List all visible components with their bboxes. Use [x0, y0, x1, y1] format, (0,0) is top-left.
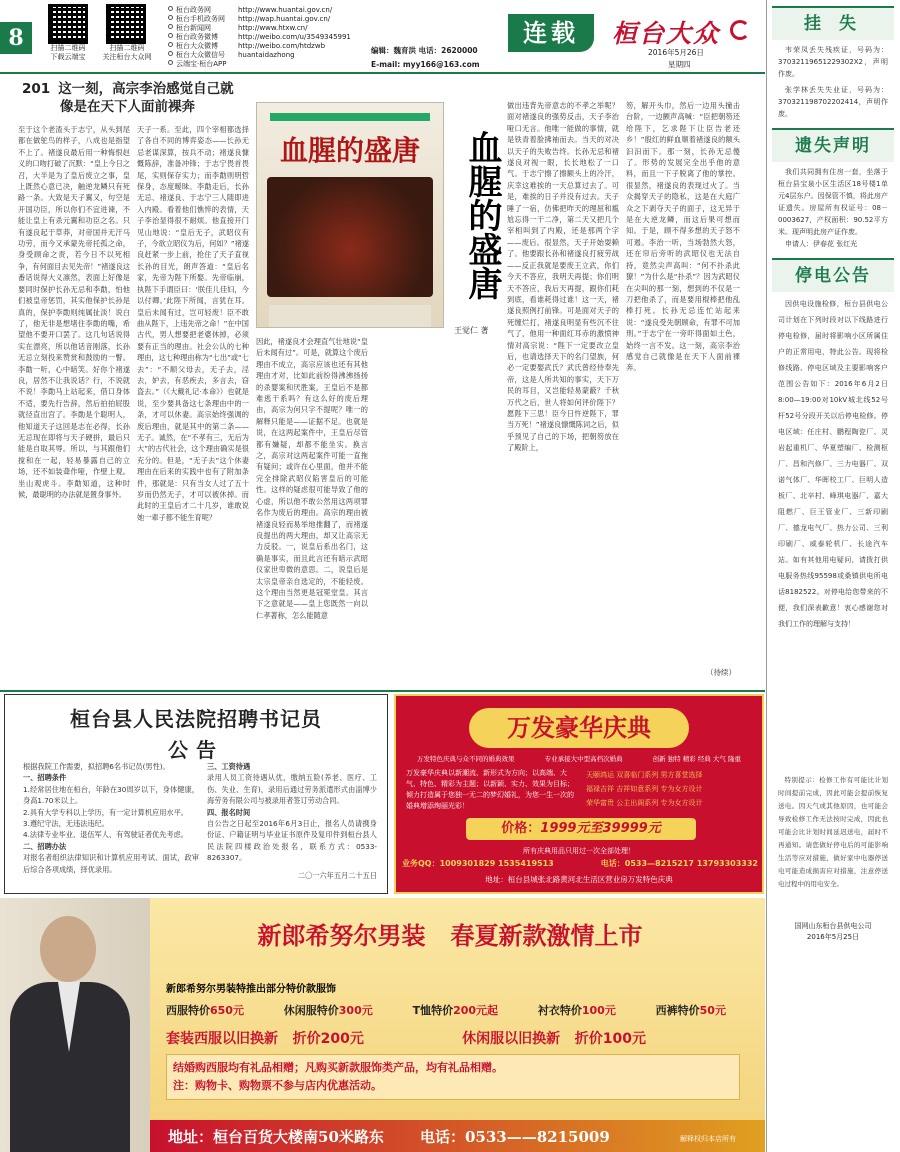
wedding-price-label: 价格：: [501, 821, 541, 836]
link-url[interactable]: http://www.htxw.cn/: [238, 24, 308, 32]
power-header: [772, 258, 894, 292]
serial-column-3: 因此，褚遂良才会理直气壮地说“皇后未闻有过”。可是，就算这个废后理由不成立，高宗应该也还有其他理由才对，比如此前纷得沸沸扬扬的杀婴案和厌胜案，王皇后不是都难逃干系吗？有这么好的废后理由，高宗为何只字不提呢？唯一的解释只能是——证据不足。也就是说，在这两起案件中，王皇后尽管都有嫌疑，却都不能坐实。换言之，高宗对这两起案件可能一直拖有疑问；或许在心里面，他并不能完全排除武昭仪陷害皇后的可能性。这样的疑虑很可能导致了他的心虚，所以他不敢公然用这两项罪名作为废后的理由。高宗的理由被褚遂良轻而易举地推翻了，而褚遂良提出的两大理由，却又让高宗无力反驳。一，说皇后系出名门，这确是事实，而且此言还有暗示武昭仪家世卑微的意思。二，说皇后是太宗皇帝亲自选定的，不能轻废。这个理由当然更是冠冕堂皇。其言下之意就是——皇上您既然一向以仁孝著称，怎么能随意: [256, 337, 368, 620]
wedding-desc: 万发豪华庆典以新潮流、新形式为方向；以高端、大气、特色、精彩为主题；以新颖、实力、效果为目标；倾力打造属于您独一无二的梦幻婚礼，为您一生一次的婚典增添绚丽光彩！: [406, 769, 574, 810]
bullet-icon: [168, 33, 173, 38]
suit-notice-2: 注：购物卡、购物票不参与店内优惠活动。: [173, 1079, 382, 1092]
serial-column-3b: [375, 336, 493, 684]
lost-item: 韦荣凤丢失残疾证，号码为：37032119651229302X2，声明作废。: [778, 46, 888, 78]
suit-address: 地址：桓台百货大楼南50米路东: [168, 1128, 384, 1146]
paper-name: 桓台大众: [612, 19, 721, 48]
court-sec2-text: 对报名者组织法律知识和计算机应用考试、面试，政审后综合各项成绩，择优录用。: [23, 853, 199, 874]
suit-price-item: 休闲服特价300元: [283, 1004, 373, 1017]
link-label: 桓台大众微博: [176, 42, 218, 50]
wedding-title: 万发豪华庆典: [469, 708, 689, 748]
link-url[interactable]: http://wap.huantai.gov.cn/: [238, 15, 331, 23]
court-notice-subtitle: 公告: [168, 738, 224, 762]
suit-price-list: [166, 1002, 726, 1018]
chapter-heading-2: 像是在天下人面前裸奔: [60, 99, 195, 115]
sidebar: [772, 6, 894, 942]
suit-notice-1: 结婚购西服均有礼品相赠；凡购买新款服饰类产品，均有礼品相赠。: [173, 1061, 503, 1074]
bullet-icon: [168, 24, 173, 29]
cover-banner: [270, 113, 430, 121]
qr-caption-1: 扫描二维码 下载云端宝: [50, 44, 86, 61]
serial-column-2: 天子一系。至此，四个宰相都选择了各自不同的博弈姿态——长孙无忌老谋深算，按兵不动；褚遂良慷慨陈辞，准备冲锋；于志宁畏首畏尾，实则保存实力；而李勣则明哲保身，态度暧昧。李勣走后，长孙无忌、褚遂良、于志宁三人随即进入内殿。看着他们憔悴的表情，天子李治显得很不耐烦。他直接开门见山地说：“皇后无子，武昭仪有子，今欲立昭仪为后，何如？”褚遂良赶紧一步上前，抢住了天子直视长孙的目光，朗声答道：“皇后名家，先帝为陛下所娶。先帝临崩，执陛下手谓臣曰：‘朕佳儿佳妇，今以付卿。’此陛下所闻，言犹在耳。皇后未闻有过，岂可轻废！臣不敢曲从陛下，上违先帝之命！”在中国古代，男人想要把老婆休掉，必须要有正当的理由。社会公认的七种理由，这七种理由称为“七出”或“七去”：“不顺父母去，无子去，淫去，妒去，有恶疾去，多言去，窃盗去。”（《大戴礼记·本命》）也就是说，至少要具备这七条理由中的一条，才可以休妻。高宗始终强调的废后理由，就是其中的第二条——无子。诚然，在“不孝有三，无后为大”的古代社会，这个理由确实是很充分的。但是，“无子去”这个休妻理由在后来的实践中也有了附加条件，那就是：只有当女人过了五十岁而仍然无子，才可以被休掉。而此时的王皇后才二十几岁，谁敢说她一辈子都不能生育呢？: [137, 125, 249, 522]
suit-price-item: 西裤特价50元: [655, 1004, 726, 1017]
court-sec4-title: 四、报名时间: [207, 807, 251, 817]
suit-phone: 电话：0533——8215009: [420, 1128, 610, 1146]
serial-column-4: 做出违背先帝意志的不孝之举呢？面对褚遂良的强势反击，天子李治哑口无言。他唯一能做的事情，就是铁青着脸拂袖而去。当天的对决以天子的失败告终。长孙无忌和褚遂良对视一眼，长长地松了一口气。于志宁擦了擦额头上的冷汗，庆幸这难挨的一天总算过去了。可是，难挨的日子并没有过去。天子睡了一宿，仿佛把昨天的理屈和尴尬忘得一干二净，第二天又把几个宰相叫到了内殿，还是那两个字——废后。很显然，天子开始耍赖了。他要跟长孙和褚遂良打疲劳战——反正我就是要废王立武，你们今天不答应，我明天再提；你们明天不答应，我后天再提，跟你们耗到底，看谁耗得过谁！这一天，褚遂良照例打前锋。可是面对天子的死缠烂打，褚遂良明显有些沉不住气了，他用一种面红耳赤的激愤神情对高宗说：“陛下一定要改立皇后，也请选择天下的名门望族，何必一定要娶武氏？武氏曾经侍奉先帝，这是人所共知的事实，天下万民的耳目，又岂能轻易蒙蔽？千秋万代之后，世人将如何评价陛下？愿陛下三思！臣今日忤逆陛下，罪当万死！”褚遂良慷慨陈词之后，似乎预见了自己的下场，把朝笏放在了殿阶上，: [507, 101, 619, 453]
link-label: 桓台新闻网: [176, 24, 211, 32]
link-label: 桓台政务网: [176, 6, 211, 14]
qr-code-weixin: [102, 4, 158, 62]
power-signer: 国网山东桓台县供电公司: [794, 922, 872, 930]
court-sec1-item: 2.具有大学专科以上学历，有一定计算机应用水平。: [23, 807, 188, 817]
issue-weekday: 星期四: [668, 60, 691, 69]
suit-trade-in-2: 休闲服以旧换新 折价100元: [462, 1031, 646, 1047]
wedding-qq: 业务QQ：1009301829 1535419513: [402, 859, 554, 868]
cover-illustration: [267, 177, 433, 297]
qr-code-icon: [106, 4, 146, 44]
estate-text: 我们共同拥有住房一套，坐落于桓台县宝泉小区生活区18号楼1单元4层东户。因保管不慎，将此房产证遗失。房屋所有权证号：08－0003627，产权面积：90.52平方米。现声明此房产证作废。: [778, 168, 888, 236]
wedding-ad: [394, 694, 764, 894]
to-be-continued: （待续）: [706, 668, 736, 677]
court-sec1-item: 1.经常居住地在桓台，年龄在30周岁以下，身体健康，身高1.70米以上。: [23, 784, 199, 806]
bullet-icon: [168, 51, 173, 56]
model-head: [40, 916, 96, 982]
bullet-icon: [168, 6, 173, 11]
suit-trade-in: [166, 1028, 646, 1048]
court-intro: 根据我院工作需要，拟招聘6名书记员(男性)。: [23, 762, 170, 771]
suit-price-item: 西服特价650元: [166, 1004, 244, 1017]
bullet-icon: [168, 60, 173, 65]
court-sec1-item: 3.遵纪守法，无违法违纪。: [23, 819, 109, 829]
suit-rights: 解释权归本店所有: [680, 1135, 736, 1143]
court-notice-title: 桓台县人民法院招聘书记员: [70, 707, 322, 731]
court-sec4-text: 自公告之日起至2016年6月3日止，报名人员请携身份证、户籍证明与毕业证书原件及复印件到桓台县人民法院四楼政治处报名，联系方式：0533-8263307。: [207, 819, 377, 863]
book-cover: [256, 102, 444, 328]
court-sec1-title: 一、招聘条件: [23, 773, 67, 783]
court-notice: [4, 694, 388, 894]
link-url[interactable]: http://weibo.com/u/3549345991: [238, 33, 351, 41]
serial-column-1: 至于这个老渣头于志宁，从头到尾都在做鸵鸟的样子，八成也是指望不上了。褚遂良最后用一种悔恨赵义的口吻打破了沉默：“皇上今日之召，大半是为了皇后废立之事，皇上既然心意已决，触逆龙鳞只有死路一条。大致是天子翼又，句空是开国功臣，所以你们不宜进谏，不能让皇上有杀元翼和功臣之名。只有遂良起于草莽，对帝国并无汗马功劳，而今又承蒙先帝托孤之命，身受顾命之责，若今日不以死相争，有何面目去见先帝！”褚遂良这番话说得大义凛然，表面上好像是要同时保护长孙无忌和李勣，怕他们被皇帝惩罚，其实他保护长孙是真的，保护李勣则纯属扯淡！说白了，他无非是想堵住李勣的嘴，希望他不要开口罢了。这几句话说得实在漂亮，所以他话音刚落，长孙无忌立刻投来赞赏和鼓励的一瞥。李勣一听，心中暗笑。好你个褚遂良，居然不让我说话？行，不说就不说！李勣马上站起来，借口身体不适，要先行告辞，然后拍拍屁股就径直出宫了。李勣是个聪明人，他知道天子这回是志在必得，长孙无忌现在即将与天子硬拼，最后只能是自取其辱。所以，与其跟他们搅和在一起，轻易暴露自己的立场，还不如装聋作哑，作壁上观。坐山观虎斗。李勣知道，这种时候，最聪明的办法就是置身事外。: [18, 125, 130, 499]
wedding-gift: 所有庆典用品只用过一次全部处理！: [523, 847, 635, 855]
serial-heading: [22, 80, 262, 116]
lost-header: [772, 6, 894, 40]
suit-intro: 新郎希努尔男装特推出部分特价款服饰: [166, 984, 336, 995]
cover-footer: [269, 305, 431, 328]
paper-logo-icon: [730, 20, 750, 40]
link-url[interactable]: http://weibo.com/htdzwb: [238, 42, 326, 50]
lost-item: 张学林丢失失业证，号码为：370321198702202414，声明作废。: [778, 86, 888, 118]
estate-header: [772, 128, 894, 162]
lost-title: 挂 失: [804, 14, 862, 34]
link-label: 桓台大众微信号: [176, 51, 225, 59]
link-url[interactable]: http://www.huantai.gov.cn/: [238, 6, 333, 14]
editor-line: 编辑：魏育洪 电话：2620000: [371, 46, 478, 55]
court-sec3-title: 三、工资待遇: [207, 762, 251, 771]
qr-code-icon: [48, 4, 88, 44]
suit-notice-box: [166, 1054, 740, 1100]
link-url[interactable]: huantaidazhong: [238, 51, 295, 59]
section-label: 连载: [508, 14, 594, 52]
suit-trade-in-1: 套装西服以旧换新 折价200元: [166, 1031, 364, 1047]
wedding-price: 1999元至39999元: [540, 821, 661, 836]
court-sec3-text: 录用人员工资待遇从优，缴纳五险(养老、医疗、工伤、失业、生育)，录用后通过劳务派遣形式由淄博少海劳务有限公司与被录用者签订劳动合同。: [207, 773, 377, 806]
power-title: 停电公告: [795, 266, 871, 286]
bullet-icon: [168, 42, 173, 47]
power-text: 因供电设施检修，桓台县供电公司计划在下列时段对以下线路进行停电检修，届时将影响小区所属住户的正常用电，特此公告。现将检修线路、停电区域及主要影响客户范围公告如下：2016年6月2日8:00—19:00对10kV城北线52号杆52号分段开关以后停电检修。停电区域：任庄村、鹏程陶瓷厂、灵岩起重机厂、华夏塑编厂、检测枢厂、昌和汽修厂、三力电器厂、双诺气体厂、华晖校工厂、巨明人造板厂、北辛村、峰琪电器厂、嘉大阻燃厂、巨王管业厂、三新印刷厂、德龙电气厂、热力公司、三利印刷厂、威泰轮机厂、长途汽车站。如有其他用电疑问，请拨打供电服务热线95598或桑镇供电所电话8182522。对停电给您带来的不便，我们深表歉意！衷心感谢您对我们工作的理解与支持！: [778, 300, 888, 628]
wedding-service: 荣华富贵 公主出阁系列 专为女方设计: [586, 799, 703, 807]
qr-caption-2: 扫描二维码 关注桓台大众网: [102, 44, 152, 61]
suit-title: 新郎希努尔男装 春夏新款激情上市: [257, 921, 643, 950]
issue-date: 2016年5月26日: [648, 48, 704, 57]
estate-title: 遗失声明: [795, 136, 871, 156]
wedding-tagline-3: 创新 独特 精彩 经典 大气 隆重: [652, 755, 741, 763]
book-title-vertical: 血腥的盛唐: [462, 130, 502, 300]
header-rule: [0, 72, 765, 74]
power-special: 特别提示：检修工作有可能比计划时间提前完成，因此可能会提前恢复送电。因天气或其他原因，也可能会导致检修工作无法按时完成，因此也可能会比计划时间延迟送电，届时不再通知。请您做好停电后的可能影响生活等应对措施，做好家中电器停送电可能造成损害应对措施，注意停送电过程中的用电安全。: [778, 776, 888, 888]
book-author: 王觉仁 著: [454, 326, 489, 335]
editor-info: [371, 46, 480, 69]
court-sec2-title: 二、招聘办法: [23, 841, 67, 851]
email-line: E-mail: myy166@163.com: [371, 60, 480, 69]
header-links: [168, 6, 368, 69]
bullet-icon: [168, 15, 173, 20]
link-label: 云端宝·桓台APP: [176, 60, 227, 68]
court-sec1-item: 4.法律专业毕业、退伍军人、有驾驶证者优先考虑。: [23, 830, 188, 840]
wedding-phone: 电话：0533—8215217 13793303332: [600, 859, 758, 868]
link-label: 桓台政务微博: [176, 33, 218, 41]
suit-price-item: 衬衣特价100元: [537, 1004, 616, 1017]
cover-title: 血腥的盛唐: [279, 134, 420, 167]
qr-code-app: [48, 4, 94, 62]
wedding-service: 天颐鸿运 双喜临门系列 男方喜堂选择: [586, 771, 703, 779]
link-label: 桓台手机政务网: [176, 15, 225, 23]
suit-ad: [0, 898, 765, 1152]
court-date: 二〇一六年五月二十五日: [297, 870, 377, 880]
model-photo: [0, 898, 150, 1152]
chapter-heading-1: 这一刻，高宗李治感觉自己就: [58, 81, 234, 97]
chapter-number: 201: [22, 81, 51, 97]
wedding-price-box: [466, 818, 696, 840]
suit-price-item: T恤特价200元起: [412, 1004, 499, 1017]
wedding-tagline-1: 万发特色庆典与众不同的婚典效果: [417, 755, 515, 763]
page-number: 8: [0, 22, 32, 54]
sidebar-divider: [766, 0, 767, 1152]
serial-column-5: 笏，解开头巾，然后一边用头撞击台阶，一边颤声高喊：“臣把朝笏还给陛下，乞求陛下让臣告老还乡！”殷红的鲜血顺着褚遂良的额头汩汩而下。那一刻，长孙无忌傻了。形势的发展完全出乎他的意料，而且一下子脱离了他的掌控。很显然，褚遂良的表现过火了。当众揭穿天子的隐私，这是在大庭广众之下剥夺天子的面子，这无异于是在大逆龙鳞，而这后果可想而知。于是，顾不得多想的天子怒不可遏。李治一听，当场勃然大怒，还在帘后旁听的武昭仪也无法自持，竟然尖声高叫：“何不扑杀此獠！”为什么是“扑杀”？因为武昭仪在尖叫的那一刻，想到的不仅是一刀把他杀了，而是要用棍棒把他乱棒打死。长孙无忌连忙站起来说：“遂良受先朝顾命，有罪不可加刑。”于志宁在一旁吓得面如土色，始终一言不发。这一刻，高宗李治感觉自己就像是在天下人面前裸奔。: [626, 101, 740, 373]
wedding-service: 福禄吉祥 吉祥如意系列 专为女方设计: [586, 785, 703, 793]
serial-bottom-rule: [0, 690, 765, 692]
wedding-tagline-2: 专业承接大中型高档次婚典: [544, 755, 623, 763]
estate-signer: 申请人：伊春花 张红光: [785, 240, 858, 248]
power-date: 2016年5月25日: [806, 933, 860, 941]
wedding-address: 地址：桓台县城张北路黄河北生活区营业房万发特色庆典: [485, 875, 673, 884]
